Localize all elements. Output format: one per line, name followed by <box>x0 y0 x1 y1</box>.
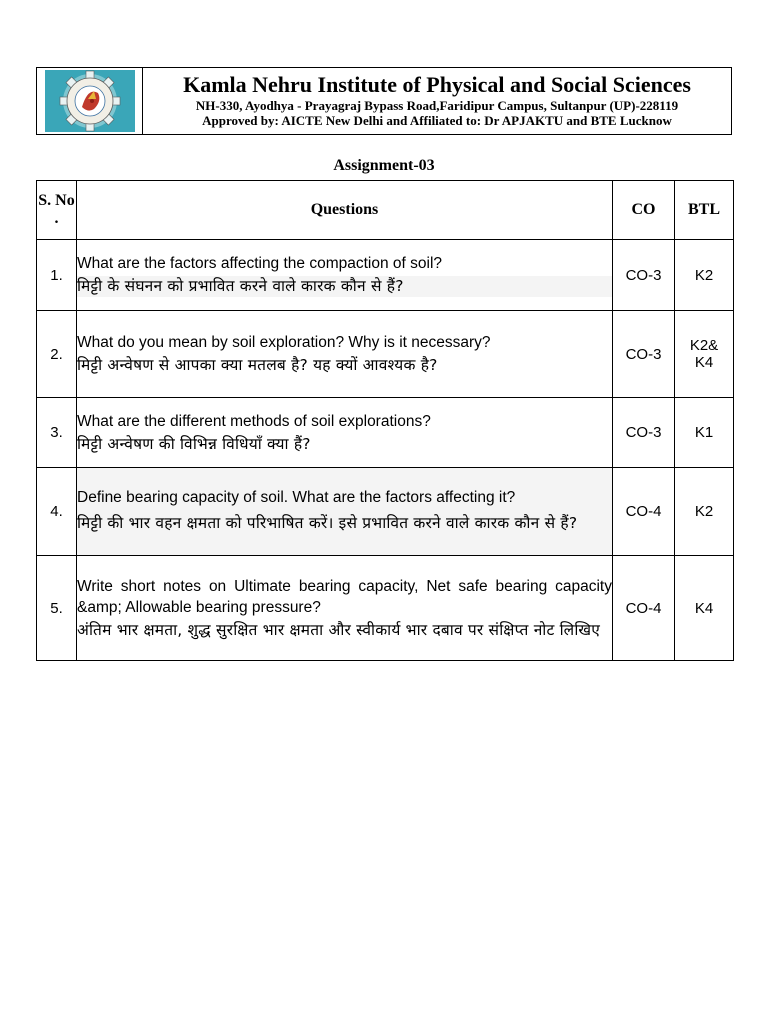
question-cell <box>77 468 613 556</box>
institute-header <box>36 67 732 135</box>
institute-title-block <box>143 68 731 134</box>
row-btl: K4 <box>675 556 734 661</box>
row-co: CO-3 <box>613 240 675 311</box>
table-row <box>37 468 734 556</box>
assignment-title: Assignment-03 <box>333 157 435 174</box>
question-english: Write short notes on Ultimate bearing capacity, Net safe bearing capacity &amp; Allowable bearing pressure? <box>77 577 612 616</box>
question-cell <box>77 240 613 311</box>
question-english: What do you mean by soil exploration? Why is it necessary? <box>77 334 491 351</box>
questions-header: Questions <box>77 181 613 240</box>
row-btl: K2 <box>675 468 734 556</box>
table-row <box>37 398 734 468</box>
row-sno: 3. <box>37 398 77 468</box>
institute-address: NH-330, Ayodhya - Prayagraj Bypass Road,Faridipur Campus, Sultanpur (UP)-228119 <box>195 98 679 113</box>
question-english: What are the different methods of soil explorations? <box>77 412 431 430</box>
row-btl: K2 <box>675 240 734 311</box>
question-hindi: मिट्टी अन्वेषण की विभिन्न विधियाँ क्या हैं? <box>77 434 311 453</box>
co-header: CO <box>613 181 675 240</box>
question-hindi: मिट्टी के संघनन को प्रभावित करने वाले कारक कौन से हैं? <box>77 276 612 297</box>
table-row <box>37 311 734 398</box>
question-cell <box>77 556 613 661</box>
logo-cell <box>37 68 143 134</box>
row-co: CO-4 <box>613 556 675 661</box>
institute-approval: Approved by: AICTE New Delhi and Affiliated to: Dr APJAKTU and BTE Lucknow <box>202 113 672 128</box>
row-co: CO-4 <box>613 468 675 556</box>
question-hindi: मिट्टी की भार वहन क्षमता को परिभाषित करें। इसे प्रभावित करने वाले कारक कौन से हैं? <box>77 514 578 532</box>
row-sno: 5. <box>37 556 77 661</box>
row-sno: 1. <box>37 240 77 311</box>
row-sno: 4. <box>37 468 77 556</box>
row-btl: K2& K4 <box>675 311 734 398</box>
question-hindi: मिट्टी अन्वेषण से आपका क्या मतलब है? यह क्यों आवश्यक है? <box>77 356 438 374</box>
table-row <box>37 556 734 661</box>
question-cell <box>77 398 613 468</box>
row-sno: 2. <box>37 311 77 398</box>
row-co: CO-3 <box>613 311 675 398</box>
btl-header: BTL <box>675 181 734 240</box>
question-cell <box>77 311 613 398</box>
institute-name: Kamla Nehru Institute of Physical and Social Sciences <box>183 72 691 97</box>
table-header-row <box>37 181 734 240</box>
question-hindi: अंतिम भार क्षमता, शुद्ध सुरक्षित भार क्षमता और स्वीकार्य भार दबाव पर संक्षिप्त नोट लिखिए <box>77 620 601 639</box>
row-btl: K1 <box>675 398 734 468</box>
question-english: What are the factors affecting the compaction of soil? <box>77 255 443 272</box>
questions-table <box>36 180 734 661</box>
table-row <box>37 240 734 311</box>
sno-header: S. No . <box>37 181 77 240</box>
row-co: CO-3 <box>613 398 675 468</box>
institute-logo-icon <box>45 70 135 132</box>
question-english: Define bearing capacity of soil. What are the factors affecting it? <box>77 489 516 506</box>
